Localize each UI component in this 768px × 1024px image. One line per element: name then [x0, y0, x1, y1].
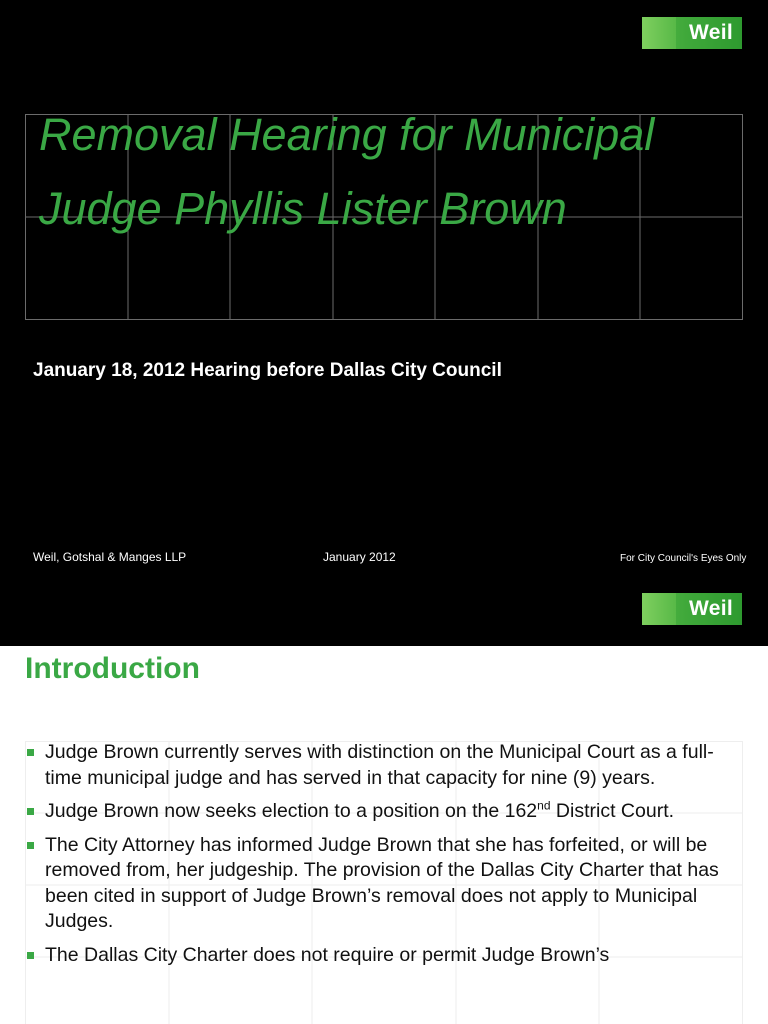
slide-subtitle: January 18, 2012 Hearing before Dallas City Council: [33, 360, 502, 381]
list-item: [25, 833, 730, 935]
footer-firm-name: Weil, Gotshal & Manges LLP: [33, 550, 187, 564]
bullet-text-continued: District Court.: [550, 800, 675, 822]
bullet-text: The City Attorney has informed Judge Brown that she has forfeited, or will be removed from, her judgeship. The provision of the Dallas City Charter that has been cited in support of Judge Brown’s removal does not apply to Municipal Judges.: [45, 833, 719, 932]
ordinal-suffix: nd: [537, 798, 551, 813]
list-item: [25, 799, 730, 825]
bullet-list: [25, 740, 730, 976]
weil-logo-text: Weil: [689, 21, 733, 44]
list-item: [25, 740, 730, 791]
bullet-square-icon: [27, 952, 34, 959]
bullet-text: The Dallas City Charter does not require or permit Judge Brown’s: [45, 943, 610, 966]
section-heading: Introduction: [25, 652, 200, 685]
bullet-square-icon: [27, 842, 34, 849]
footer-confidential: For City Council's Eyes Only: [620, 553, 747, 564]
bullet-square-icon: [27, 749, 34, 756]
footer-date: January 2012: [323, 550, 396, 564]
weil-logo: [642, 17, 742, 49]
bullet-text: Judge Brown now seeks election to a position on the 162: [45, 800, 538, 822]
weil-logo-text: Weil: [689, 597, 733, 620]
list-item: [25, 943, 730, 969]
bullet-square-icon: [27, 808, 34, 815]
slide-title: Removal Hearing for Municipal Judge Phyllis Lister Brown: [39, 109, 655, 234]
introduction-slide: [0, 576, 768, 1024]
bullet-text: Judge Brown currently serves with distinction on the Municipal Court as a full-time municipal judge and has served in that capacity for nine (9) years.: [45, 741, 714, 789]
weil-logo: [642, 593, 742, 625]
